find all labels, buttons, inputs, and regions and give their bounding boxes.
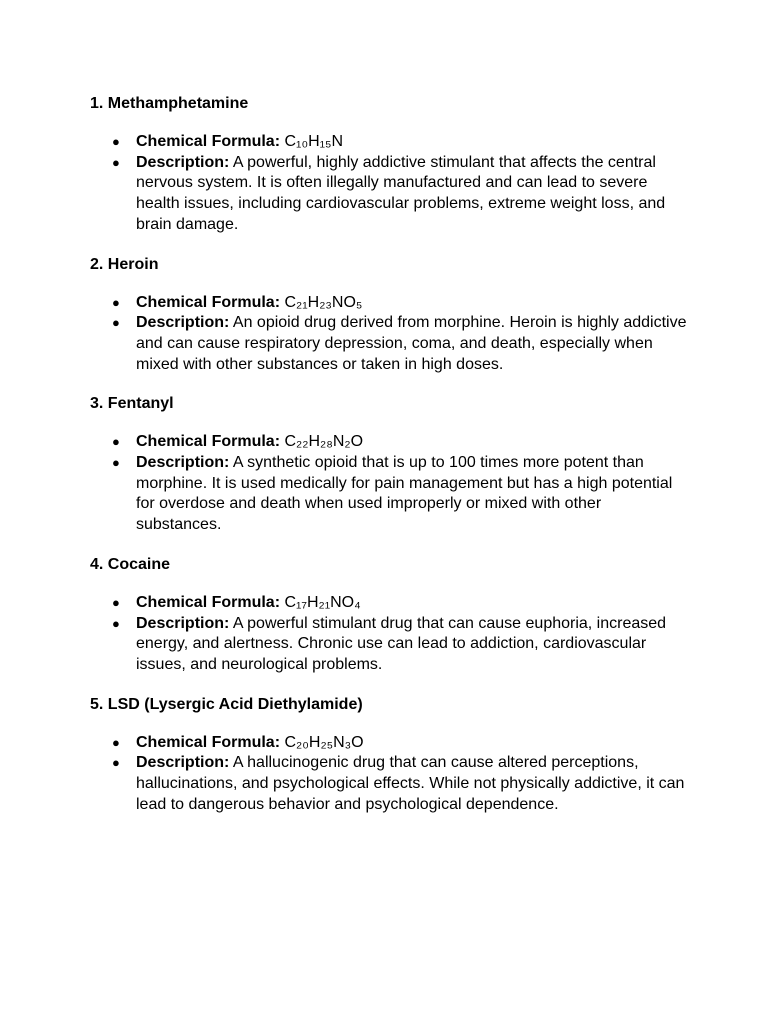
entry-heading: 1. Methamphetamine <box>90 95 249 112</box>
formula-label: Chemical Formula: <box>136 133 281 150</box>
formula-value: C₁₇H₂₁NO₄ <box>284 593 361 611</box>
bullet-icon: ● <box>112 315 120 331</box>
entry-lsd <box>90 694 690 816</box>
description-item <box>90 453 690 536</box>
entry-heading: 2. Heroin <box>90 255 159 273</box>
formula-value: C₂₀H₂₅N₃O <box>284 733 364 751</box>
description-text: An opioid drug derived from morphine. Heroin is highly addictive and can cause respiratory depression, coma, and death, especially when mixed with other substances or taken in high doses. <box>136 314 687 373</box>
description-text: A hallucinogenic drug that can cause altered perceptions, hallucinations, and psychological effects. While not physically addictive, it can lead to dangerous behavior and psychological dependence. <box>136 754 685 813</box>
bullet-icon: ● <box>112 434 120 450</box>
description-text: A powerful stimulant drug that can cause euphoria, increased energy, and alertness. Chronic use can lead to addiction, cardiovascular issues, and neurological problems. <box>136 614 667 673</box>
formula-label: Chemical Formula: <box>136 733 281 751</box>
bullet-icon: ● <box>112 294 120 310</box>
document-body <box>90 93 690 833</box>
formula-value: C₂₁H₂₃NO₅ <box>284 293 363 311</box>
bullet-icon: ● <box>112 455 120 471</box>
bullet-icon: ● <box>112 154 120 170</box>
entry-details-list <box>90 593 690 676</box>
formula-label: Chemical Formula: <box>136 433 281 451</box>
description-label: Description: <box>136 454 230 472</box>
formula-item <box>90 432 690 453</box>
entry-details-list <box>90 733 690 816</box>
formula-label: Chemical Formula: <box>136 293 281 311</box>
bullet-icon: ● <box>112 755 120 771</box>
description-label: Description: <box>136 153 230 171</box>
entry-details-list <box>90 432 690 536</box>
bullet-icon: ● <box>112 594 120 610</box>
entry-heading: 5. LSD (Lysergic Acid Diethylamide) <box>90 695 363 713</box>
entry-details-list <box>90 132 690 236</box>
description-text: A powerful, highly addictive stimulant that affects the central nervous system. It is often illegally manufactured and can lead to severe health issues, including cardiovascular problems, extreme weight loss, and brain damage. <box>136 153 666 233</box>
description-item <box>90 313 690 375</box>
formula-item <box>90 293 690 314</box>
bullet-icon: ● <box>112 134 120 149</box>
description-label: Description: <box>136 754 230 772</box>
description-label: Description: <box>136 614 230 632</box>
formula-item <box>90 733 690 754</box>
description-text: A synthetic opioid that is up to 100 times more potent than morphine. It is used medically for pain management but has a high potential for overdose and death when used improperly or mixed with other substances. <box>136 454 673 534</box>
bullet-icon: ● <box>112 734 120 750</box>
entry-methamphetamine <box>90 93 690 236</box>
description-label: Description: <box>136 314 230 332</box>
formula-value: C₂₂H₂₈N₂O <box>284 433 364 451</box>
entry-heading: 4. Cocaine <box>90 555 171 573</box>
formula-item <box>90 593 690 614</box>
entry-details-list <box>90 293 690 376</box>
formula-value: C₁₀H₁₅N <box>284 133 344 150</box>
description-item <box>90 753 690 815</box>
entry-cocaine <box>90 554 690 676</box>
formula-item <box>90 132 690 153</box>
entry-heroin <box>90 254 690 376</box>
formula-label: Chemical Formula: <box>136 593 281 611</box>
entry-heading: 3. Fentanyl <box>90 395 174 413</box>
bullet-icon: ● <box>112 615 120 631</box>
description-item <box>90 153 690 236</box>
description-item <box>90 614 690 676</box>
entry-fentanyl <box>90 393 690 536</box>
